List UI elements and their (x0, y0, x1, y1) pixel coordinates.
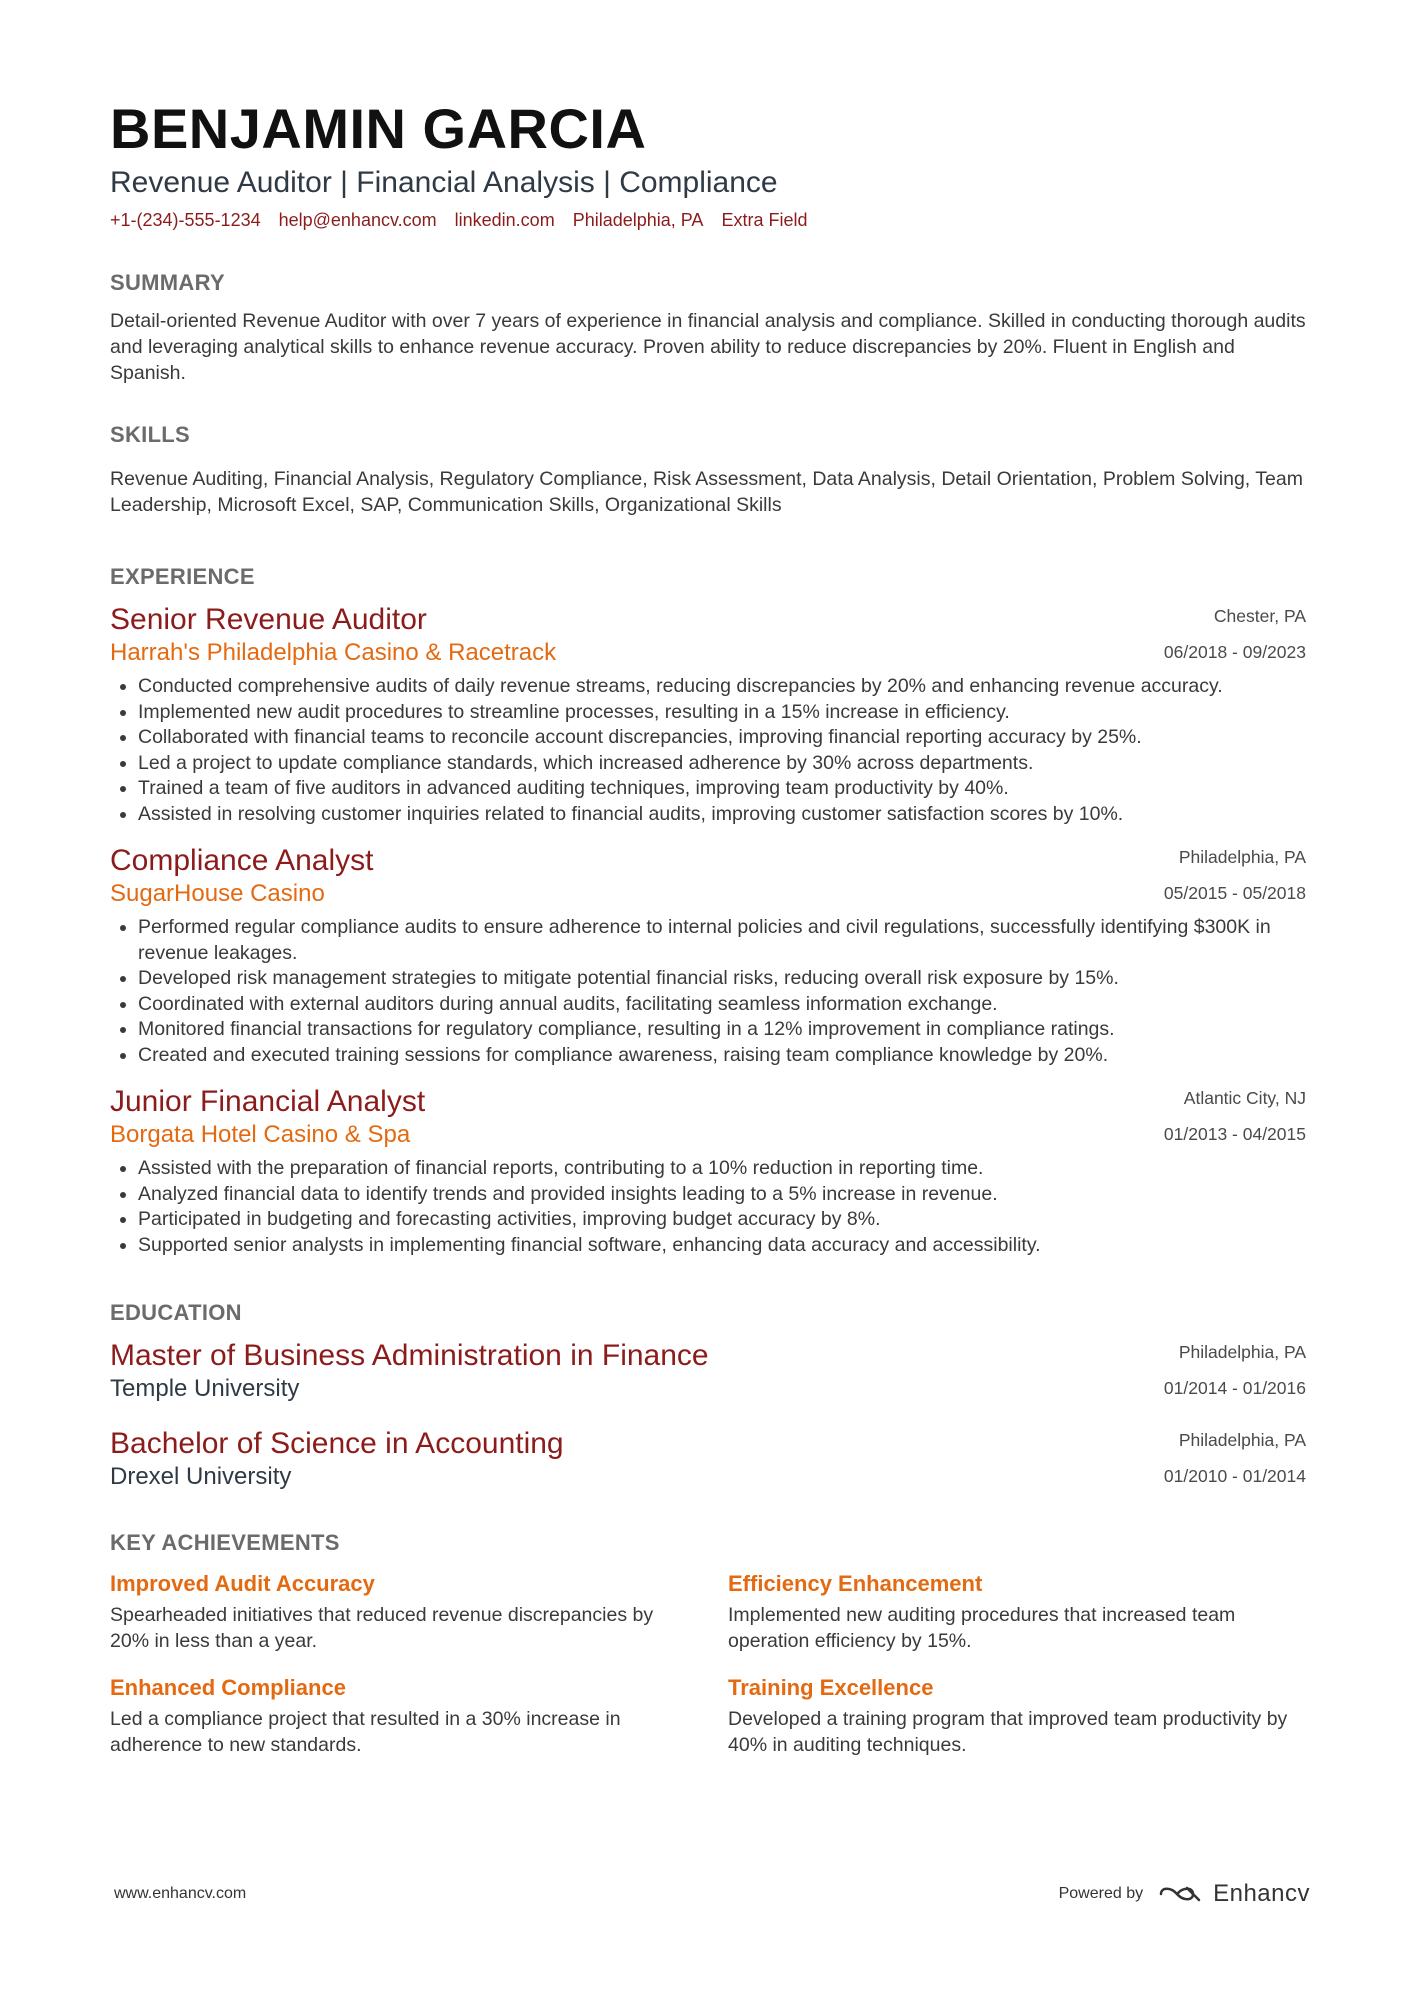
bullet-item: • Developed risk management strategies to mitigate potential financial risks, reducing overall risk exposure by 15%. (138, 966, 1306, 992)
bullet-item: • Analyzed financial data to identify trends and provided insights leading to a 5% increase in revenue. (138, 1182, 1306, 1208)
brand-logo[interactable] (1157, 1880, 1310, 1908)
achievements-grid (110, 1570, 1306, 1758)
job-heading-group (110, 602, 1164, 668)
education-heading-group (110, 1338, 1164, 1404)
candidate-tagline: Revenue Auditor | Financial Analysis | Compliance (110, 166, 778, 199)
contact-list (110, 208, 1306, 232)
powered-by-group (1059, 1880, 1310, 1908)
job-meta (1164, 843, 1306, 903)
contact-email[interactable]: help@enhancv.com (278, 210, 437, 230)
education-section (110, 1300, 1306, 1492)
job-meta (1164, 1084, 1306, 1144)
education-dates: 01/2014 - 01/2016 (1163, 1378, 1306, 1398)
brand-name: Enhancv (1213, 1880, 1310, 1907)
page-footer (114, 1880, 1310, 1908)
job-entry (110, 1084, 1306, 1258)
education-entry (110, 1426, 1306, 1492)
education-meta (1164, 1338, 1306, 1398)
education-entry (110, 1338, 1306, 1404)
achievement-title: Training Excellence (728, 1675, 934, 1700)
achievement-item (110, 1570, 728, 1654)
education-school: Drexel University (110, 1463, 292, 1490)
achievements-heading: KEY ACHIEVEMENTS (110, 1530, 340, 1555)
resume-page (110, 96, 1306, 1758)
achievement-text: Implemented new auditing procedures that increased team operation efficiency by 15%. (728, 1604, 1236, 1652)
education-heading: EDUCATION (110, 1300, 242, 1325)
education-degree: Bachelor of Science in Accounting (110, 1427, 564, 1460)
summary-section (110, 270, 1306, 386)
skills-text: Revenue Auditing, Financial Analysis, Regulatory Compliance, Risk Assessment, Data Analysis, Detail Orientation, Problem Solving, Team Leadership, Microsoft Excel, SAP, Communication Skills, Organizational Skills (110, 468, 1303, 516)
achievement-text: Developed a training program that improved team productivity by 40% in auditing techniques. (728, 1708, 1288, 1756)
education-school: Temple University (110, 1375, 300, 1402)
achievement-item (110, 1674, 728, 1758)
education-dates: 01/2010 - 01/2014 (1163, 1466, 1306, 1486)
bullet-item: • Supported senior analysts in implementing financial software, enhancing data accuracy and accessibility. (138, 1233, 1306, 1259)
job-dates: 06/2018 - 09/2023 (1163, 642, 1306, 662)
bullet-item: • Led a project to update compliance standards, which increased adherence by 30% across departments. (138, 751, 1306, 777)
job-header (110, 1084, 1306, 1150)
skills-heading: SKILLS (110, 422, 191, 447)
contact-extra-field: Extra Field (721, 210, 808, 230)
job-entry (110, 843, 1306, 1068)
experience-section (110, 564, 1306, 1258)
education-degree: Master of Business Administration in Finance (110, 1339, 709, 1372)
bullet-item: • Collaborated with financial teams to reconcile account discrepancies, improving financial reporting accuracy by 25%. (138, 725, 1306, 751)
candidate-name: BENJAMIN GARCIA (110, 97, 647, 160)
job-dates: 05/2015 - 05/2018 (1163, 883, 1306, 903)
powered-by-label: Powered by (1058, 1885, 1144, 1902)
job-location: Philadelphia, PA (1178, 847, 1306, 867)
job-bullets (110, 1156, 1306, 1258)
job-title: Compliance Analyst (110, 844, 374, 877)
job-entry (110, 602, 1306, 827)
job-meta (1164, 602, 1306, 662)
achievement-item (728, 1570, 1306, 1654)
footer-website-link[interactable]: www.enhancv.com (114, 1885, 247, 1902)
job-heading-group (110, 843, 1164, 909)
bullet-item: • Monitored financial transactions for regulatory compliance, resulting in a 12% improvement in compliance ratings. (138, 1017, 1306, 1043)
job-title: Junior Financial Analyst (110, 1085, 426, 1118)
summary-heading: SUMMARY (110, 270, 225, 295)
summary-text: Detail-oriented Revenue Auditor with over 7 years of experience in financial analysis and compliance. Skilled in conducting thorough audits and leveraging analytical skills to enhance revenue accuracy. Proven ability to reduce discrepancies by 20%. Fluent in English and Spanish. (110, 310, 1306, 384)
bullet-item: • Assisted in resolving customer inquiries related to financial audits, improving customer satisfaction scores by 10%. (138, 802, 1306, 828)
achievement-title: Improved Audit Accuracy (110, 1571, 375, 1596)
education-header (110, 1338, 1306, 1404)
job-company: SugarHouse Casino (110, 880, 325, 907)
achievement-item (728, 1674, 1306, 1758)
bullet-item: • Conducted comprehensive audits of daily revenue streams, reducing discrepancies by 20% and enhancing revenue accuracy. (138, 674, 1306, 700)
contact-location: Philadelphia, PA (572, 210, 704, 230)
education-meta (1164, 1426, 1306, 1486)
achievement-text: Led a compliance project that resulted in a 30% increase in adherence to new standards. (110, 1708, 621, 1756)
bullet-item: • Coordinated with external auditors during annual audits, facilitating seamless information exchange. (138, 992, 1306, 1018)
achievements-section (110, 1530, 1306, 1758)
job-company: Harrah's Philadelphia Casino & Racetrack (110, 639, 557, 666)
education-header (110, 1426, 1306, 1492)
job-company: Borgata Hotel Casino & Spa (110, 1121, 411, 1148)
contact-phone[interactable]: +1-(234)-555-1234 (110, 210, 261, 230)
job-bullets (110, 915, 1306, 1068)
achievement-title: Enhanced Compliance (110, 1675, 346, 1700)
bullet-item: • Trained a team of five auditors in advanced auditing techniques, improving team productivity by 40%. (138, 776, 1306, 802)
education-location: Philadelphia, PA (1178, 1342, 1306, 1362)
enhancv-logo-icon (1157, 1882, 1203, 1906)
bullet-item: • Created and executed training sessions for compliance awareness, raising team compliance knowledge by 20%. (138, 1043, 1306, 1069)
job-location: Atlantic City, NJ (1183, 1088, 1306, 1108)
contact-linkedin[interactable]: linkedin.com (454, 210, 555, 230)
job-dates: 01/2013 - 04/2015 (1163, 1124, 1306, 1144)
job-bullets (110, 674, 1306, 827)
job-heading-group (110, 1084, 1164, 1150)
education-heading-group (110, 1426, 1164, 1492)
job-title: Senior Revenue Auditor (110, 603, 427, 636)
bullet-item: • Participated in budgeting and forecasting activities, improving budget accuracy by 8%. (138, 1207, 1306, 1233)
bullet-item: • Implemented new audit procedures to streamline processes, resulting in a 15% increase in efficiency. (138, 700, 1306, 726)
bullet-item: • Assisted with the preparation of financial reports, contributing to a 10% reduction in reporting time. (138, 1156, 1306, 1182)
education-location: Philadelphia, PA (1178, 1430, 1306, 1450)
job-header (110, 602, 1306, 668)
skills-section (110, 422, 1306, 518)
achievement-title: Efficiency Enhancement (728, 1571, 983, 1596)
job-header (110, 843, 1306, 909)
bullet-item: • Performed regular compliance audits to ensure adherence to internal policies and civil regulations, successfully identifying $300K in revenue leakages. (138, 915, 1306, 966)
achievement-text: Spearheaded initiatives that reduced revenue discrepancies by 20% in less than a year. (110, 1604, 654, 1652)
job-location: Chester, PA (1213, 606, 1306, 626)
experience-heading: EXPERIENCE (110, 564, 255, 589)
